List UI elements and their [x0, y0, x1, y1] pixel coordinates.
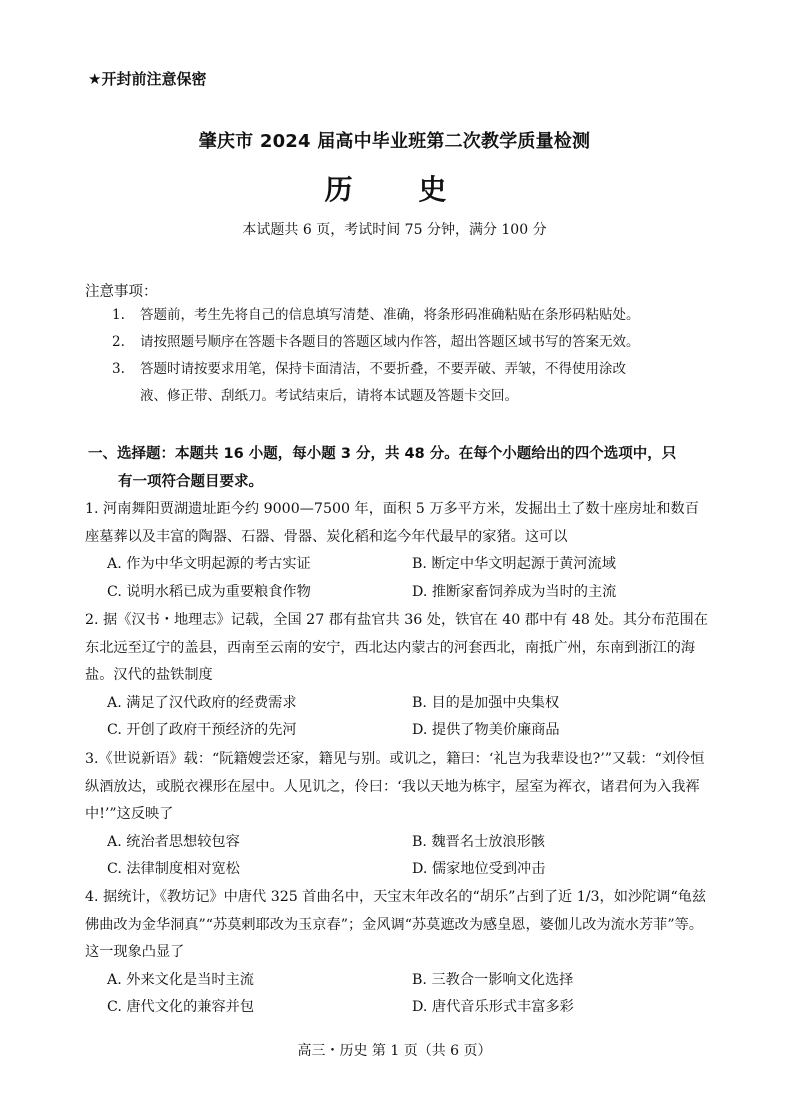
option-b: B. 三教合一影响文化选择 — [412, 971, 574, 988]
notice-number: 1. — [112, 307, 125, 323]
option-c: C. 唐代文化的兼容并包 — [107, 999, 255, 1015]
option-a: A. 作为中华文明起源的考古实证 — [107, 556, 311, 572]
option-b: B. 魏晋名士放浪形骸 — [412, 833, 545, 850]
option-a: A. 满足了汉代政府的经费需求 — [107, 694, 297, 711]
notice-number: 3. — [112, 361, 125, 377]
question-options — [85, 551, 710, 606]
exam-title: 肇庆市 2024 届高中毕业班第二次教学质量检测 — [198, 131, 591, 152]
question-2 — [85, 607, 710, 745]
notice-heading: 注意事项： — [85, 284, 158, 300]
notice-item — [112, 302, 712, 329]
option-b: B. 目的是加强中央集权 — [412, 694, 560, 711]
section-heading-line: 一、选择题：本题共 16 小题，每小题 3 分，共 48 分。在每个小题给出的四个选项中，只 — [88, 446, 677, 462]
notice-text: 请按照题号顺序在答题卡各题目的答题区域内作答，超出答题区域书写的答案无效。 — [140, 334, 640, 350]
section-heading — [88, 440, 708, 496]
question-options — [85, 829, 710, 884]
page-footer: 高三・历史 第 1 页（共 6 页） — [297, 1043, 492, 1059]
question-stem: 2. 据《汉书・地理志》记载，全国 27 郡有盐官共 36 处，铁官在 40 郡中有 48 处。其分布范围在东北远至辽宁的盖县，西南至云南的安宁，西北达内蒙古的河套西北，南抵广州，东南到浙江的海盐。汉代的盐铁制度 — [85, 612, 708, 683]
subject-title — [0, 168, 789, 208]
question-options — [85, 967, 710, 1022]
notice-text: 答题前，考生先将自己的信息填写清楚、准确，将条形码准确粘贴在条形码粘贴处。 — [140, 307, 640, 323]
option-a: A. 外来文化是当时主流 — [107, 971, 254, 988]
notice-number: 2. — [112, 334, 125, 350]
question-stem: 1. 河南舞阳贾湖遗址距今约 9000—7500 年，面积 5 万多平方米，发掘出土了数十座房址和数百座墓葬以及丰富的陶器、石器、骨器、炭化稻和迄今年代最早的家猪。这可以 — [85, 501, 699, 545]
option-a: A. 统治者思想较包容 — [107, 833, 240, 850]
option-c: C. 说明水稻已成为重要粮食作物 — [107, 583, 311, 600]
question-stem: 3.《世说新语》载：“阮籍嫂尝还家，籍见与别。或讥之，籍曰：‘礼岂为我辈设也?’”又载：“刘伶恒纵酒放达，或脱衣裸形在屋中。人见讥之，伶曰：‘我以天地为栋宇，屋室为裈衣，诸君何为入我裈中!’”这反映了 — [85, 751, 705, 822]
exam-info: 本试题共 6 页，考试时间 75 分钟，满分 100 分 — [242, 222, 547, 238]
section-heading-line: 有一项符合题目要求。 — [118, 474, 263, 490]
confidential-notice: ★开封前注意保密 — [88, 70, 207, 88]
question-3 — [85, 746, 710, 884]
option-d: D. 推断家畜饲养成为当时的主流 — [412, 583, 617, 600]
option-c: C. 开创了政府干预经济的先河 — [107, 722, 297, 738]
option-d: D. 唐代音乐形式丰富多彩 — [412, 999, 574, 1015]
notice-text: 答题时请按要求用笔，保持卡面清洁，不要折叠，不要弄破、弄皱，不得使用涂改 — [140, 361, 626, 377]
option-c: C. 法律制度相对宽松 — [107, 861, 240, 877]
option-b: B. 断定中华文明起源于黄河流域 — [412, 556, 616, 572]
notice-item — [112, 329, 712, 356]
subject-text: 历 史 — [324, 173, 465, 206]
notice-text-continued: 液、修正带、刮纸刀。考试结束后，请将本试题及答题卡交回。 — [140, 388, 518, 404]
question-stem: 4. 据统计，《教坊记》中唐代 325 首曲名中，天宝末年改名的“胡乐”占到了近 1/3，如沙陀调“龟兹佛曲改为金华洞真”“苏莫剌耶改为玉京春”；金风调“苏莫遮改为感皇恩，婆伽儿改为流水芳菲”等。这一现象凸显了 — [85, 889, 707, 960]
question-options — [85, 690, 710, 745]
question-4 — [85, 884, 710, 1022]
option-d: D. 提供了物美价廉商品 — [412, 722, 560, 738]
option-d: D. 儒家地位受到冲击 — [412, 861, 546, 877]
question-1 — [85, 496, 710, 606]
notice-item — [112, 356, 712, 410]
